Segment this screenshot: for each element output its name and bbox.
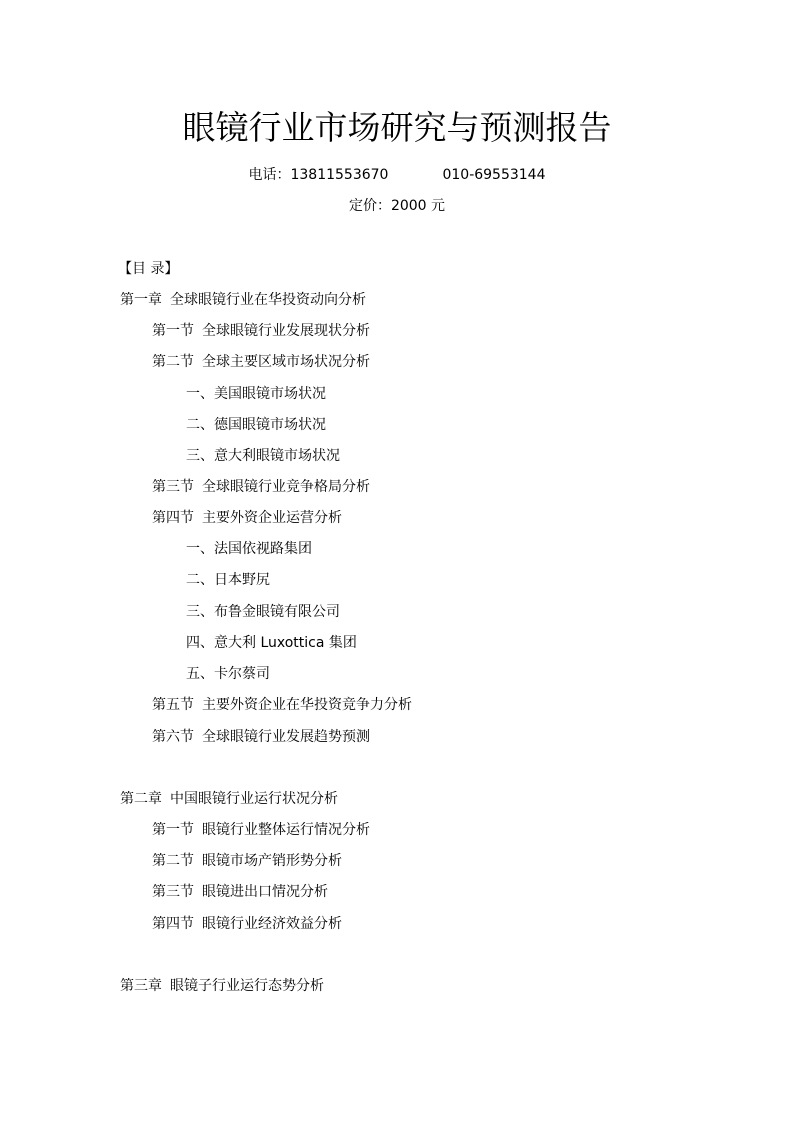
toc-text: 德国眼镜市场状况	[214, 417, 326, 433]
toc-section	[152, 321, 370, 341]
toc-number: 第三节	[152, 479, 194, 495]
toc-subsection	[186, 633, 357, 653]
toc-number: 一、	[186, 541, 214, 557]
toc-text: 全球主要区域市场状况分析	[202, 354, 370, 370]
toc-text: 眼镜子行业运行态势分析	[170, 978, 324, 994]
phone-alt: 010-69553144	[442, 167, 546, 183]
toc-text: 日本野尻	[214, 572, 270, 588]
toc-subsection	[186, 664, 270, 684]
toc-text: 主要外资企业在华投资竞争力分析	[202, 697, 412, 713]
toc-text: 中国眼镜行业运行状况分析	[170, 791, 338, 807]
toc-section	[152, 508, 342, 528]
toc-number: 第二章	[120, 791, 162, 807]
toc-subsection	[186, 384, 326, 404]
toc-number: 五、	[186, 666, 214, 682]
toc-number: 第三章	[120, 978, 162, 994]
toc-section	[152, 477, 370, 497]
toc-number: 一、	[186, 386, 214, 402]
toc-number: 二、	[186, 572, 214, 588]
toc-number: 第四节	[152, 916, 194, 932]
toc-section	[152, 851, 342, 871]
toc-section	[152, 695, 412, 715]
toc-text: 卡尔蔡司	[214, 666, 270, 682]
toc-subsection	[186, 602, 340, 622]
toc-subsection	[186, 415, 326, 435]
toc-number: 第二节	[152, 354, 194, 370]
toc-chapter	[120, 290, 366, 310]
toc-subsection	[186, 446, 340, 466]
toc-number: 三、	[186, 448, 214, 464]
toc-text: 主要外资企业运营分析	[202, 510, 342, 526]
toc-number: 第一节	[152, 323, 194, 339]
toc-text: 眼镜市场产销形势分析	[202, 853, 342, 869]
toc-text: 眼镜行业经济效益分析	[202, 916, 342, 932]
toc-text: 意大利 Luxottica 集团	[214, 635, 357, 651]
toc-number: 第四节	[152, 510, 194, 526]
toc-section	[152, 820, 370, 840]
toc-number: 第一节	[152, 822, 194, 838]
toc-section	[152, 727, 370, 747]
toc-number: 第三节	[152, 884, 194, 900]
toc-number: 二、	[186, 417, 214, 433]
document-title: 眼镜行业市场研究与预测报告	[182, 108, 612, 147]
toc-text: 全球眼镜行业发展趋势预测	[202, 729, 370, 745]
toc-number: 第一章	[120, 292, 162, 308]
toc-heading: 【目 录】	[118, 261, 179, 277]
toc-section	[152, 882, 328, 902]
toc-text: 全球眼镜行业竞争格局分析	[202, 479, 370, 495]
price: 定价：2000 元	[348, 198, 446, 214]
toc-chapter	[120, 976, 324, 996]
toc-text: 眼镜进出口情况分析	[202, 884, 328, 900]
toc-text: 布鲁金眼镜有限公司	[214, 604, 340, 620]
toc-text: 法国依视路集团	[214, 541, 312, 557]
phone-label: 电话：13811553670	[248, 167, 389, 183]
toc-text: 美国眼镜市场状况	[214, 386, 326, 402]
toc-number: 第五节	[152, 697, 194, 713]
toc-number: 四、	[186, 635, 214, 651]
toc-text: 全球眼镜行业在华投资动向分析	[170, 292, 366, 308]
toc-text: 眼镜行业整体运行情况分析	[202, 822, 370, 838]
toc-number: 三、	[186, 604, 214, 620]
toc-section	[152, 914, 342, 934]
toc-subsection	[186, 539, 312, 559]
toc-chapter	[120, 789, 338, 809]
toc-text: 全球眼镜行业发展现状分析	[202, 323, 370, 339]
toc-number: 第二节	[152, 853, 194, 869]
toc-subsection	[186, 570, 270, 590]
toc-section	[152, 352, 370, 372]
toc-text: 意大利眼镜市场状况	[214, 448, 340, 464]
toc-number: 第六节	[152, 729, 194, 745]
